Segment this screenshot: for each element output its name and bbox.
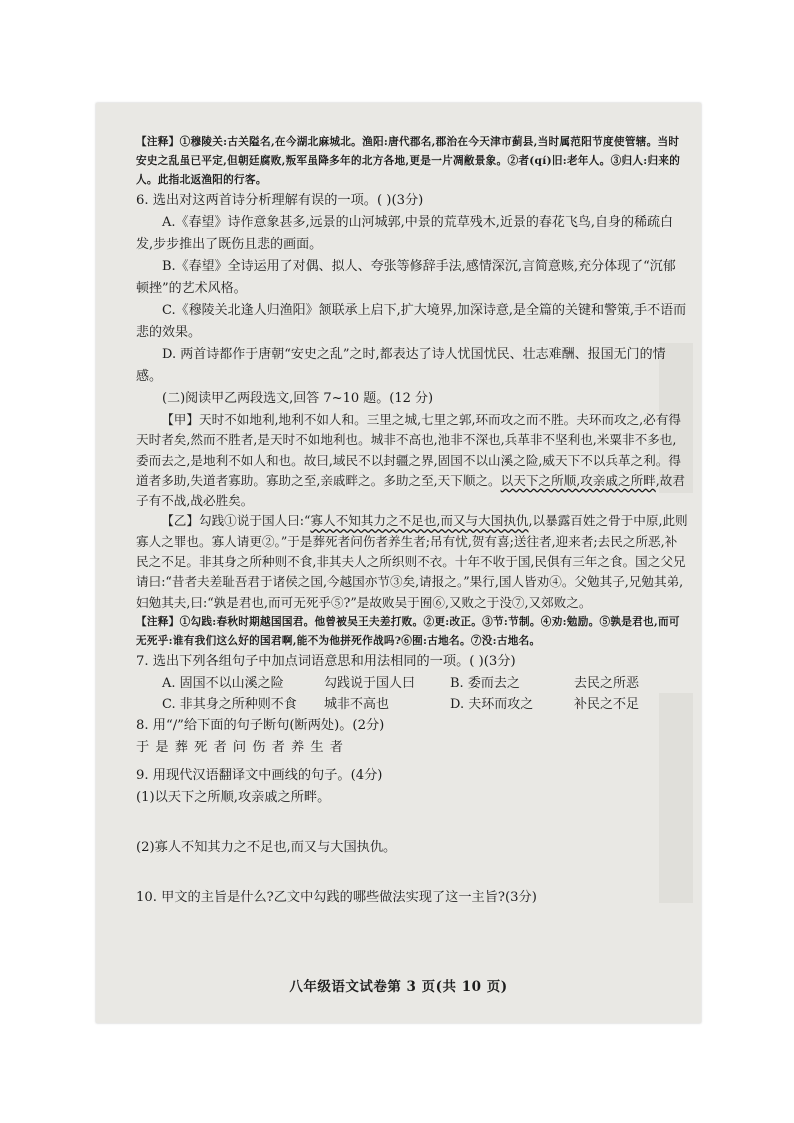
- q7-option-b-2: 去民之所恶: [574, 675, 640, 691]
- question-8-stem: 8. 用“/”给下面的句子断句(断两处)。(2分): [136, 717, 385, 733]
- notes-label: 【注释】: [136, 615, 180, 628]
- passage-jia-tail: ,故君子有不战,战必胜矣。: [136, 472, 685, 509]
- q6-option-b: B.《春望》全诗运用了对偶、拟人、夸张等修辞手法,感情深沉,言简意赅,充分体现了“沉郁顿挫”的艺术风格。: [136, 259, 676, 296]
- passage-jia-text: 天时不如地利,地利不如人和。三里之城,七里之郭,环而攻之而不胜。夫环而攻之,必有得天时者矣,然而不胜者,是天时不如地利也。城非不高也,池非不深也,兵革非不坚利也,米粟非不多也,委而去之,是地利不如人和也。故曰,域民不以封疆之界,固国不以山溪之险,威天下不以兵革之利。得道者多助,失道者寡助。寡助之至,亲戚畔之。多助之至,天下顺之。: [136, 412, 681, 488]
- q7-options-row-2: [136, 694, 688, 715]
- answer-space: [136, 859, 688, 887]
- q6-option-d: D. 两首诗都作于唐朝“安史之乱”之时,都表达了诗人忧国忧民、壮志难酬、报国无门的情感。: [136, 347, 666, 384]
- page-footer: 八年级语文试卷第 3 页(共 10 页): [289, 979, 508, 995]
- q9-sentence-2: (2)寡人不知其力之不足也,而又与大国执仇。: [136, 839, 397, 855]
- q6-option-a: A.《春望》诗作意象甚多,远景的山河城郭,中景的荒草残木,近景的春花飞鸟,自身的稀疏白发,步步推出了既伤且悲的画面。: [136, 215, 674, 252]
- q7-option-d-2: 补民之不足: [574, 696, 640, 712]
- question-9-stem: 9. 用现代汉语翻译文中画线的句子。(4分): [136, 767, 383, 783]
- answer-space: [136, 809, 688, 837]
- question-6-stem: 6. 选出对这两首诗分析理解有误的一项。( )(3分): [136, 193, 424, 208]
- notes-text: ①勾践:春秋时期越国国君。他曾被吴王夫差打败。②更:改正。③节:节制。④劝:勉励。⑤孰是君也,而可无死乎:谁有我们这么好的国君啊,能不为他拼死作战吗?⑥囿:古地名。⑦没:古地名。: [136, 615, 680, 647]
- passage-jia-label: 【甲】: [161, 412, 199, 427]
- question-7-stem: 7. 选出下列各组句子中加点词语意思和用法相同的一项。( )(3分): [136, 653, 516, 669]
- poem-notes: [136, 133, 688, 190]
- passage-yi-label: 【乙】: [161, 513, 199, 529]
- q7-option-a-1: A. 固国不以山溪之险: [162, 675, 284, 691]
- q8-sentence: 于 是 葬 死 者 问 伤 者 养 生 者: [136, 739, 344, 755]
- passage-jia-underlined: 以天下之所顺,攻亲戚之所畔: [500, 472, 656, 488]
- q9-sentence-1: (1)以天下之所顺,攻亲戚之所畔。: [136, 789, 331, 805]
- q7-option-c-1: C. 非其身之所种则不食: [162, 696, 297, 712]
- q6-option-c: C.《穆陵关北逢人归渔阳》颔联承上启下,扩大境界,加深诗意,是全篇的关键和警策,手不语而悲的效果。: [136, 303, 687, 340]
- passage-yi: [136, 511, 688, 612]
- question-10-stem: 10. 甲文的主旨是什么?乙文中勾践的哪些做法实现了这一主旨?(3分): [136, 889, 537, 905]
- passage-jia: [136, 410, 688, 511]
- q7-options-row-1: [136, 673, 688, 694]
- q7-option-d-1: D. 夫环而攻之: [450, 696, 534, 712]
- section-2-heading: (二)阅读甲乙两段选文,回答 7~10 题。(12 分): [162, 391, 434, 406]
- q7-option-c-2: 城非不高也: [324, 696, 390, 712]
- q7-option-b-1: B. 委而去之: [450, 675, 520, 691]
- q7-option-a-2: 勾践说于国人曰: [324, 675, 416, 691]
- notes-text: ①穆陵关:古关隘名,在今湖北麻城北。渔阳:唐代郡名,郡治在今天津市蓟县,当时属范阳节度使管辖。当时安史之乱虽已平定,但朝廷腐败,叛军虽降多年的北方各地,更是一片凋敝景象。②者(qí)旧:老年人。③归人:归来的人。此指北返渔阳的行客。: [136, 136, 681, 186]
- exam-page: [96, 103, 701, 1023]
- passage-yi-text-2: ,以暴露百姓之骨于中原,此则寡人之罪也。寡人请更②。”于是葬死者问伤者养生者;吊有忧,贺有喜;送往者,迎来者;去民之所恶,补民之不足。非其身之所种则不食,非其夫人之所织则不衣。十年不收于国,民俱有三年之食。国之父兄请曰:“昔者夫差耻吾君于诸侯之国,今越国亦节③矣,请报之。”果行,国人皆劝④。父勉其子,兄勉其弟,妇勉其夫,曰:“孰是君也,而可无死乎⑤?”是故败吴于囿⑥,又败之于没⑦,又郊败之。: [136, 513, 688, 610]
- notes-label: 【注释】: [136, 136, 180, 148]
- passage-yi-underlined: 寡人不知其力之不足也,而又与大国执仇: [310, 513, 529, 529]
- page-content: [136, 133, 688, 909]
- passage-yi-text-1: 勾践①说于国人曰:“: [198, 513, 311, 529]
- passage-notes: [136, 613, 688, 651]
